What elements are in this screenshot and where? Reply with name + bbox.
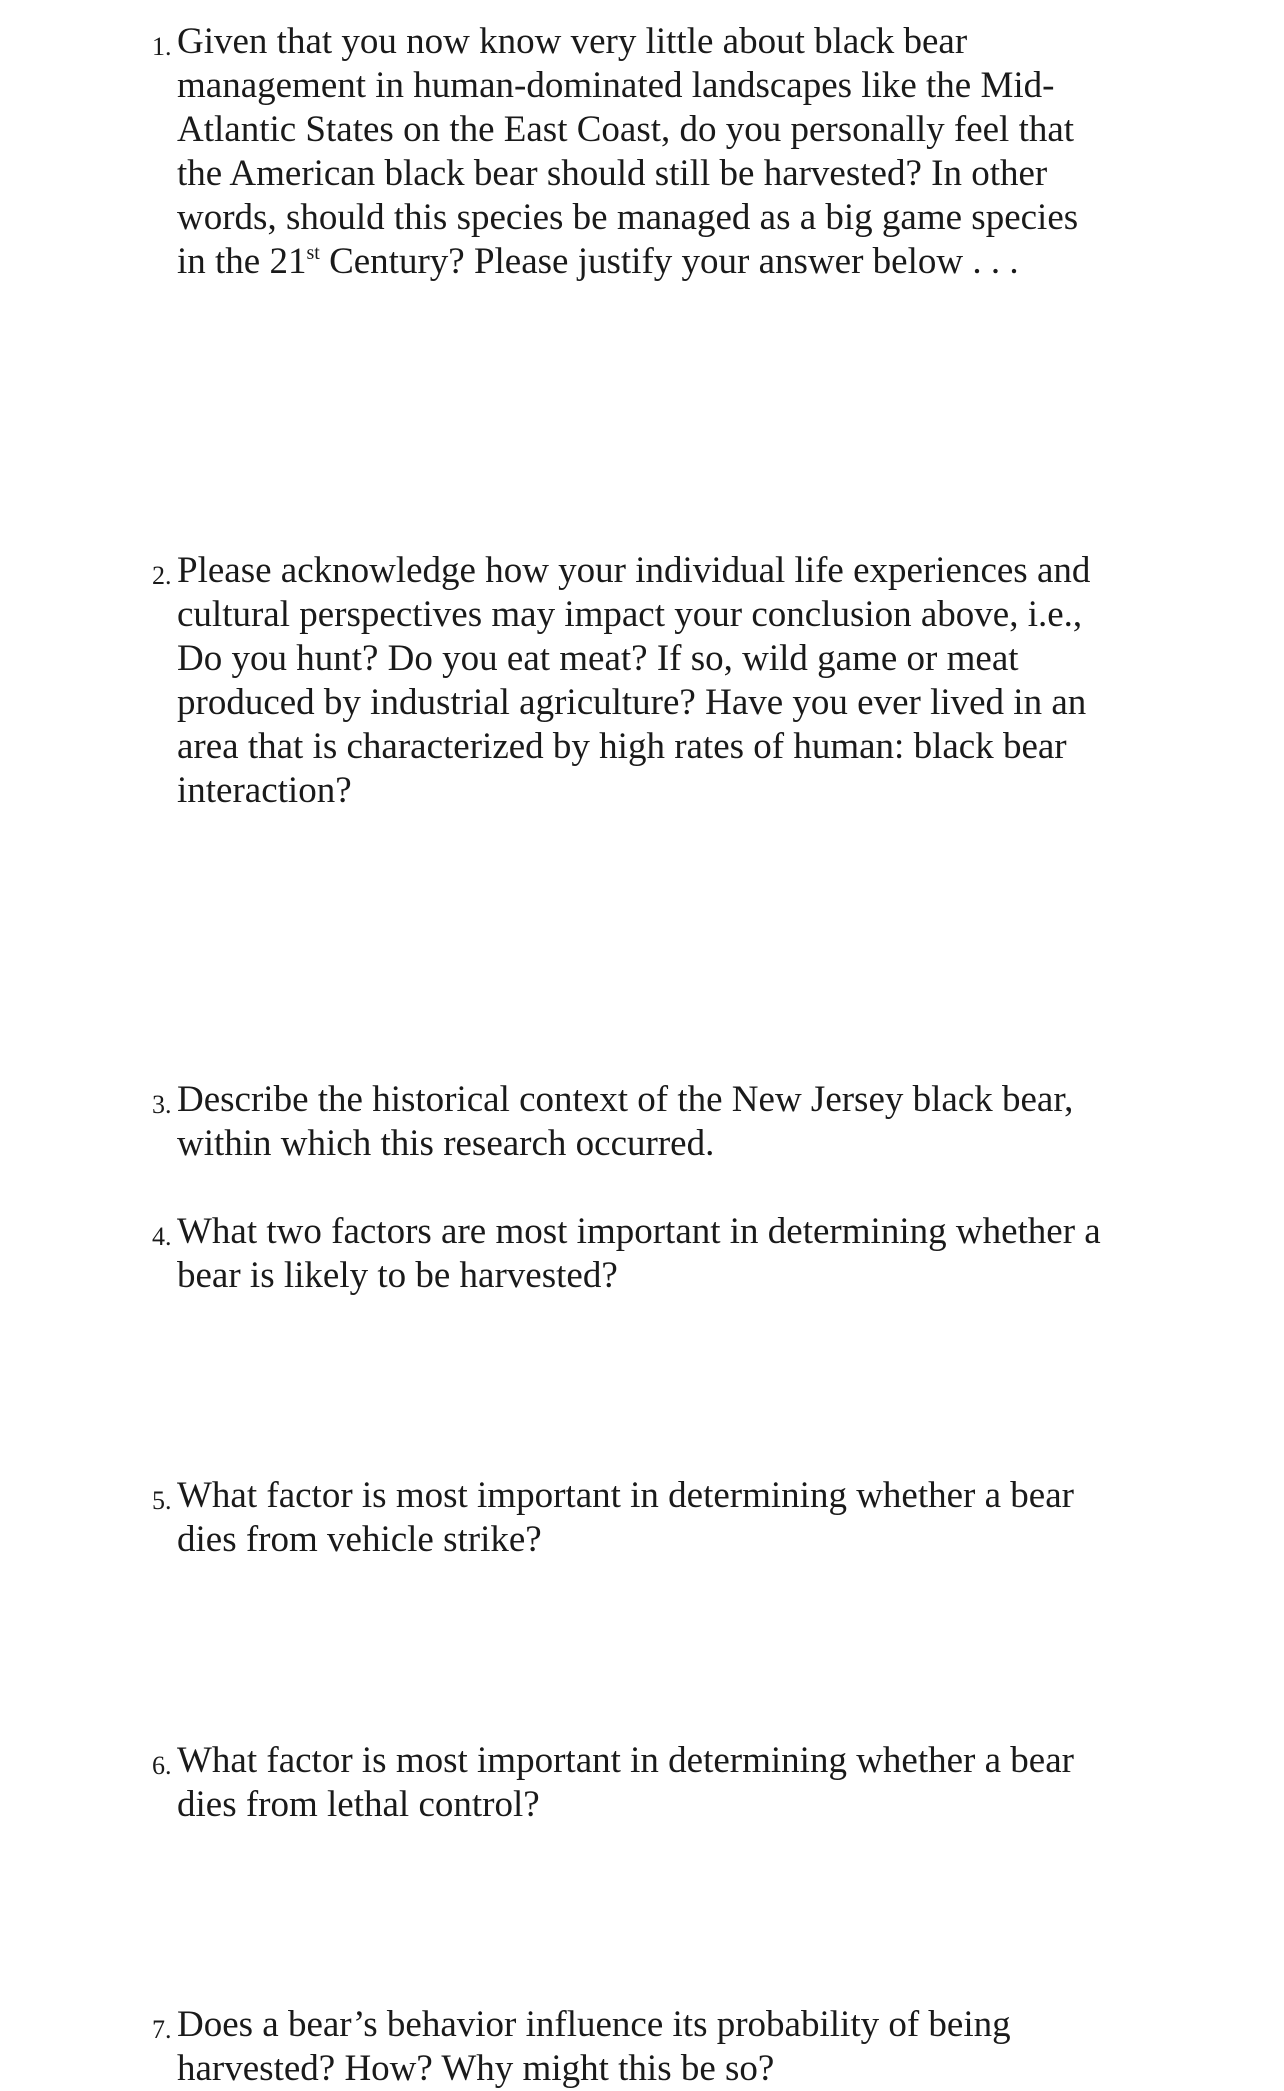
- question-line: interaction?: [177, 770, 352, 811]
- question-number: 7.: [152, 2015, 172, 2044]
- question-text: [177, 1078, 1152, 1166]
- question-line: bear is likely to be harvested?: [177, 1255, 618, 1296]
- question-line-last: [177, 240, 1152, 284]
- question-line: Please acknowledge how your individual life experiences and: [177, 550, 1091, 591]
- question-line: Describe the historical context of the New Jersey black bear,: [177, 1079, 1074, 1120]
- question-number: 1.: [152, 32, 172, 61]
- question-5: [152, 1474, 1152, 1562]
- ordinal-suffix: st: [306, 242, 320, 264]
- question-1: [152, 20, 1152, 284]
- question-number: 4.: [152, 1222, 172, 1251]
- question-line: within which this research occurred.: [177, 1123, 715, 1164]
- question-line: dies from lethal control?: [177, 1784, 540, 1825]
- question-number: 5.: [152, 1486, 172, 1515]
- question-2: [152, 549, 1152, 813]
- question-6: [152, 1739, 1152, 1827]
- question-line: Given that you now know very little about black bear: [177, 21, 968, 62]
- question-text: [177, 20, 1152, 284]
- line-pre: in the 21: [177, 241, 307, 282]
- question-line: cultural perspectives may impact your conclusion above, i.e.,: [177, 594, 1083, 635]
- question-line: What factor is most important in determining whether a bear: [177, 1740, 1074, 1781]
- question-line: management in human-dominated landscapes like the Mid-: [177, 65, 1055, 106]
- question-text: [177, 1210, 1152, 1298]
- question-text: [177, 549, 1152, 813]
- question-line: the American black bear should still be harvested? In other: [177, 153, 1048, 194]
- question-line: area that is characterized by high rates of human: black bear: [177, 726, 1067, 767]
- line-post: Century? Please justify your answer below . . .: [319, 241, 1019, 282]
- question-4: [152, 1210, 1152, 1298]
- question-number: 6.: [152, 1751, 172, 1780]
- question-line: Does a bear’s behavior influence its probability of being: [177, 2004, 1011, 2045]
- question-text: [177, 2003, 1152, 2091]
- question-number: 2.: [152, 561, 172, 590]
- question-3: [152, 1078, 1152, 1166]
- question-text: [177, 1474, 1152, 1562]
- question-line: produced by industrial agriculture? Have you ever lived in an: [177, 682, 1087, 723]
- question-line: What factor is most important in determining whether a bear: [177, 1475, 1074, 1516]
- question-number: 3.: [152, 1090, 172, 1119]
- question-line: harvested? How? Why might this be so?: [177, 2048, 775, 2089]
- question-text: [177, 1739, 1152, 1827]
- question-7: [152, 2003, 1152, 2091]
- question-line: words, should this species be managed as a big game species: [177, 197, 1079, 238]
- question-line: What two factors are most important in determining whether a: [177, 1211, 1101, 1252]
- question-line: Do you hunt? Do you eat meat? If so, wild game or meat: [177, 638, 1019, 679]
- question-line: dies from vehicle strike?: [177, 1519, 542, 1560]
- question-line: Atlantic States on the East Coast, do you personally feel that: [177, 109, 1075, 150]
